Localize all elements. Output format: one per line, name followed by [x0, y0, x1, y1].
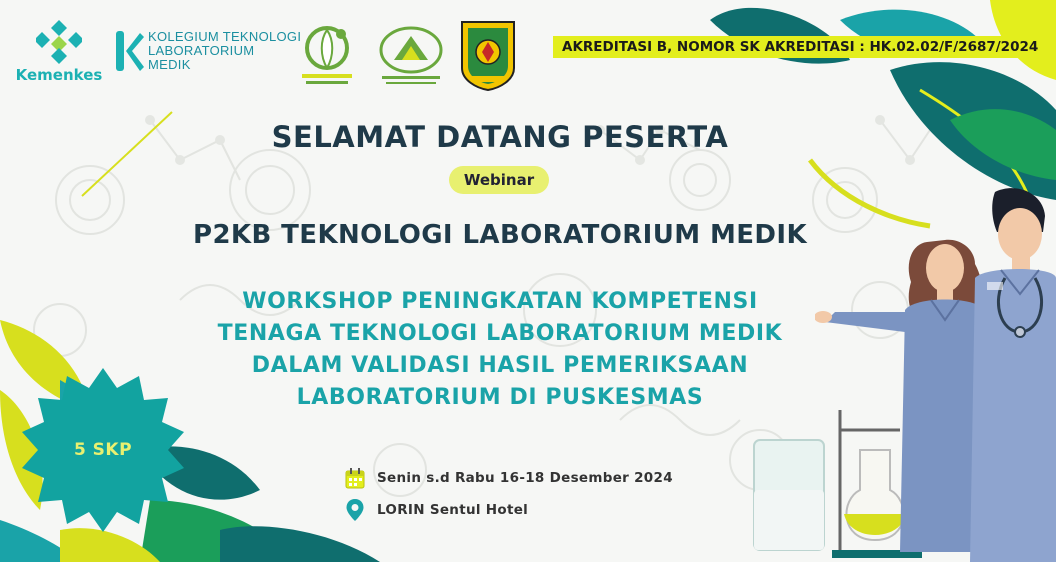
workshop-line-1: WORKSHOP PENINGKATAN KOMPETENSI	[242, 289, 758, 314]
event-location: LORIN Sentul Hotel	[377, 502, 529, 518]
kemenkes-name: Kemenkes	[15, 66, 103, 84]
event-location-row	[345, 498, 528, 522]
kolegium-logo	[114, 29, 301, 73]
dinkes-logo-icon	[296, 22, 358, 88]
welcome-headline: SELAMAT DATANG PESERTA	[271, 120, 729, 154]
accent-line-decoration	[78, 108, 178, 200]
bogor-regency-seal-icon	[458, 18, 518, 92]
kolegium-line-1: KOLEGIUM TEKNOLOGI	[148, 29, 302, 44]
lembaga-pelatihan-logo-icon	[376, 24, 446, 88]
event-date: Senin s.d Rabu 16-18 Desember 2024	[377, 470, 673, 486]
kolegium-line-3: MEDIK	[148, 57, 191, 72]
kemenkes-logo	[14, 18, 104, 84]
kolegium-line-2: LABORATORIUM	[148, 43, 255, 58]
location-pin-icon	[345, 498, 365, 522]
workshop-title	[170, 286, 830, 414]
event-date-row	[345, 467, 673, 489]
kolegium-logo-icon	[114, 29, 144, 73]
workshop-line-2: TENAGA TEKNOLOGI LABORATORIUM MEDIK	[217, 321, 783, 346]
accreditation-banner: AKREDITASI B, NOMOR SK AKREDITASI : HK.02.02/F/2687/2024	[553, 36, 1056, 58]
webinar-badge: Webinar	[449, 166, 549, 194]
kemenkes-logo-icon	[36, 18, 82, 64]
skp-label: 5 SKP	[73, 440, 133, 460]
workshop-line-3: DALAM VALIDASI HASIL PEMERIKSAAN	[251, 353, 749, 378]
workshop-line-4: LABORATORIUM DI PUSKESMAS	[296, 385, 704, 410]
logo-row	[14, 18, 301, 84]
program-title: P2KB TEKNOLOGI LABORATORIUM MEDIK	[192, 220, 808, 250]
medical-staff-illustration	[815, 182, 1056, 562]
calendar-icon	[345, 467, 365, 489]
